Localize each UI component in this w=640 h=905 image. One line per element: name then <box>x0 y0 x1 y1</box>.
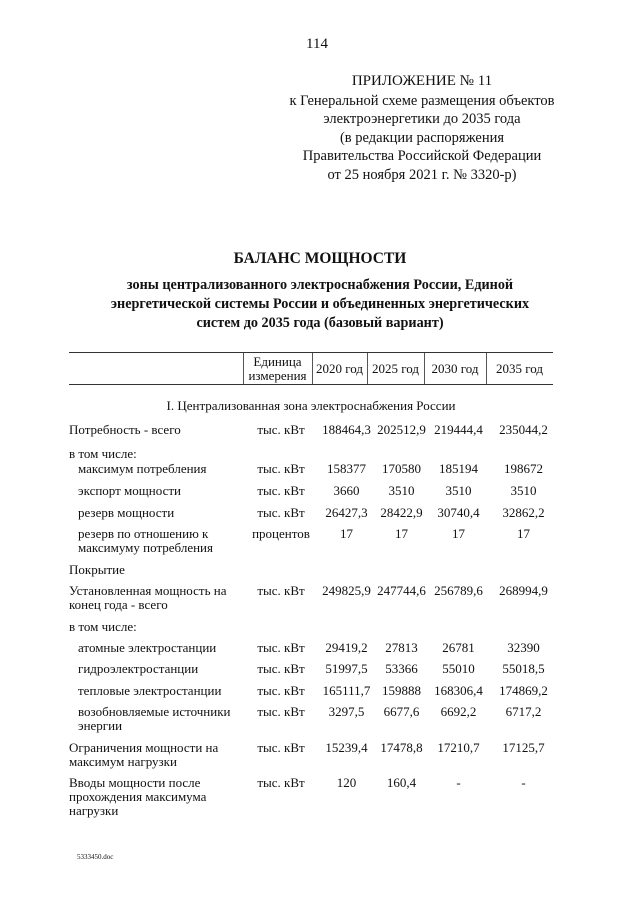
row-value: 6717,2 <box>505 704 542 719</box>
appendix-title: ПРИЛОЖЕНИЕ № 11 <box>351 73 493 89</box>
row-value: 160,4 <box>386 775 417 790</box>
row-value: 158377 <box>327 461 366 476</box>
row-unit: тыс. кВт <box>257 775 305 790</box>
appendix-line: электроэнергетики до 2035 года <box>323 111 521 127</box>
title-sub-line: энергетической системы России и объединенных энергетических <box>110 296 530 312</box>
row-value: 3297,5 <box>328 704 365 719</box>
row-value: 159888 <box>382 683 421 698</box>
row-value: - <box>521 775 526 790</box>
row-value: 30740,4 <box>437 505 480 520</box>
row-label: Ограничения мощности на максимум нагрузки <box>69 740 219 769</box>
row-value: 256789,6 <box>434 583 483 598</box>
row-value: 32390 <box>507 640 540 655</box>
row-value: 15239,4 <box>325 740 368 755</box>
row-label: Потребность - всего <box>69 422 181 437</box>
title-sub-line: зоны централизованного электроснабжения России, Единой <box>126 277 514 293</box>
row-value: 165111,7 <box>322 683 371 698</box>
row-label: возобновляемые источники энергии <box>78 704 231 733</box>
table-header <box>69 352 553 385</box>
row-value: 235044,2 <box>499 422 548 437</box>
row-value: 6677,6 <box>383 704 420 719</box>
row-label: резерв по отношению к максимуму потребления <box>78 526 213 555</box>
title-main: БАЛАНС МОЩНОСТИ <box>233 250 407 267</box>
row-value: 26781 <box>442 640 475 655</box>
appendix-line: (в редакции распоряжения <box>339 129 505 146</box>
row-value: 32862,2 <box>502 505 545 520</box>
row-value: 3660 <box>333 483 360 498</box>
row-value: 51997,5 <box>325 661 368 676</box>
title-sub-line: систем до 2035 года (базовый вариант) <box>196 315 444 331</box>
row-value: 219444,4 <box>434 422 483 437</box>
header-unit: Единица измерения <box>248 353 307 383</box>
row-value: 268994,9 <box>499 583 548 598</box>
row-label: экспорт мощности <box>78 483 181 498</box>
row-label: атомные электростанции <box>78 640 217 655</box>
row-label: в том числе: <box>69 446 137 461</box>
file-name: 5333450.doc <box>77 853 114 861</box>
row-unit: тыс. кВт <box>257 422 305 437</box>
header-2025: 2025 год <box>372 360 419 376</box>
appendix-line: Правительства Российской Федерации <box>302 148 542 164</box>
appendix-header <box>262 72 582 184</box>
row-unit: тыс. кВт <box>257 704 305 719</box>
row-value: 185194 <box>439 461 478 476</box>
row-value: 17478,8 <box>380 740 423 755</box>
header-2035: 2035 год <box>496 360 543 376</box>
row-unit: тыс. кВт <box>257 661 305 676</box>
row-value: 28422,9 <box>380 505 423 520</box>
row-value: 3510 <box>510 483 537 498</box>
row-value: 202512,9 <box>377 422 426 437</box>
row-unit: тыс. кВт <box>257 683 305 698</box>
document-title <box>60 250 580 333</box>
header-2030: 2030 год <box>431 360 479 376</box>
section-heading: I. Централизованная зона электроснабжения России <box>166 398 456 413</box>
row-value: 188464,3 <box>322 422 371 437</box>
row-unit: тыс. кВт <box>257 505 305 520</box>
row-unit: тыс. кВт <box>257 640 305 655</box>
row-label: гидроэлектростанции <box>78 661 199 676</box>
row-value: 29419,2 <box>325 640 368 655</box>
row-value: 17 <box>452 526 465 541</box>
row-unit: тыс. кВт <box>257 483 305 498</box>
row-value: 6692,2 <box>440 704 477 719</box>
page-number: 114 <box>306 36 328 52</box>
row-value: 17 <box>340 526 353 541</box>
row-value: 174869,2 <box>499 683 548 698</box>
row-label: резерв мощности <box>78 505 175 520</box>
row-value: 17 <box>517 526 530 541</box>
header-2020: 2020 год <box>316 360 363 376</box>
row-value: 170580 <box>382 461 421 476</box>
row-label: Вводы мощности после прохождения максимума нагрузки <box>69 775 207 818</box>
row-unit: тыс. кВт <box>257 740 305 755</box>
row-value: 3510 <box>445 483 472 498</box>
row-label: в том числе: <box>69 619 137 634</box>
row-unit: тыс. кВт <box>257 583 305 598</box>
row-value: 249825,9 <box>322 583 371 598</box>
row-value: 198672 <box>504 461 543 476</box>
row-label: Покрытие <box>69 562 125 577</box>
appendix-line: к Генеральной схеме размещения объектов <box>289 92 555 109</box>
row-value: 3510 <box>388 483 415 498</box>
row-unit: тыс. кВт <box>257 461 305 476</box>
row-value: 168306,4 <box>434 683 483 698</box>
column-divider <box>243 353 244 384</box>
row-value: 120 <box>336 775 357 790</box>
row-label: тепловые электростанции <box>78 683 222 698</box>
row-value: 17125,7 <box>502 740 545 755</box>
row-value: 17210,7 <box>437 740 480 755</box>
row-value: 26427,3 <box>325 505 368 520</box>
row-value: - <box>456 775 461 790</box>
row-value: 247744,6 <box>377 583 426 598</box>
row-value: 55010 <box>442 661 475 676</box>
row-value: 53366 <box>385 661 418 676</box>
row-label: максимум потребления <box>78 461 207 476</box>
row-unit: процентов <box>252 526 310 541</box>
appendix-line: от 25 ноября 2021 г. № 3320-р) <box>327 166 517 183</box>
row-value: 55018,5 <box>502 661 545 676</box>
row-label: Установленная мощность на конец года - всего <box>69 583 227 612</box>
row-value: 27813 <box>385 640 418 655</box>
row-value: 17 <box>395 526 408 541</box>
